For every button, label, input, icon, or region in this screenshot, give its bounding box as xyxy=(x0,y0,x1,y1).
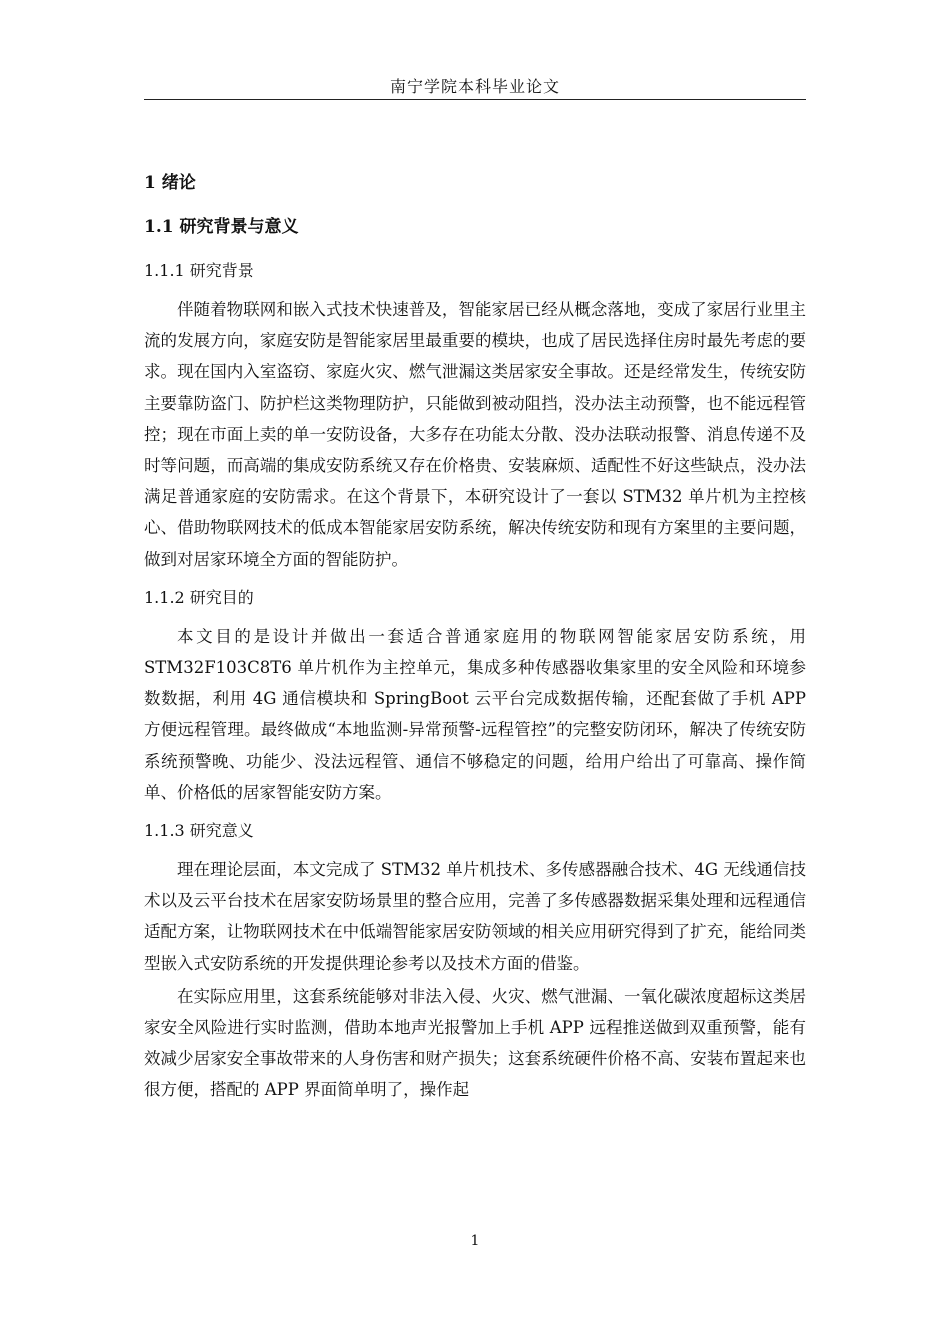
chapter-title: 1 绪论 xyxy=(144,173,196,193)
running-header: 南宁学院本科毕业论文 xyxy=(389,77,560,96)
header-rule xyxy=(144,99,806,100)
paragraph-significance-theory: 理在理论层面，本文完成了 STM32 单片机技术、多传感器融合技术、4G 无线通信技术以及云平台技术在居家安防场景里的整合应用，完善了多传感器数据采集处理和远程通信适配方案，让物联网技术在中低端智能家居安防领域的相关应用研究得到了扩充，能给同类型嵌入式安防系统的开发提供理论参考以及技术方面的借鉴。 xyxy=(144,860,806,973)
paragraph-background: 伴随着物联网和嵌入式技术快速普及，智能家居已经从概念落地，变成了家居行业里主流的发展方向，家庭安防是智能家居里最重要的模块，也成了居民选择住房时最先考虑的要求。现在国内入室盗窃、家庭火灾、燃气泄漏这类居家安全事故。还是经常发生，传统安防主要靠防盗门、防护栏这类物理防护，只能做到被动阻挡，没办法主动预警，也不能远程管控；现在市面上卖的单一安防设备，大多存在功能太分散、没办法联动报警、消息传递不及时等问题，而高端的集成安防系统又存在价格贵、安装麻烦、适配性不好这些缺点，没办法满足普通家庭的安防需求。在这个背景下，本研究设计了一套以 STM32 单片机为主控核心、借助物联网技术的低成本智能家居安防系统，解决传统安防和现有方案里的主要问题，做到对居家环境全方面的智能防护。 xyxy=(144,300,806,569)
subsection-title-significance: 1.1.3 研究意义 xyxy=(144,821,254,841)
body-content xyxy=(144,168,806,1114)
page-number: 1 xyxy=(470,1233,480,1249)
paragraph-significance-practice: 在实际应用里，这套系统能够对非法入侵、火灾、燃气泄漏、一氧化碳浓度超标这类居家安全风险进行实时监测，借助本地声光报警加上手机 APP 远程推送做到双重预警，能有效减少居家安全事故带来的人身伤害和财产损失；这套系统硬件价格不高、安装布置起来也很方便，搭配的 APP 界面简单明了，操作起 xyxy=(144,986,806,1100)
subsection-title-purpose: 1.1.2 研究目的 xyxy=(144,587,254,607)
section-title: 1.1 研究背景与意义 xyxy=(144,217,299,237)
paragraph-purpose: 本文目的是设计并做出一套适合普通家庭用的物联网智能家居安防系统，用 STM32F103C8T6 单片机作为主控单元，集成多种传感器收集家里的安全风险和环境参数数据，利用 4G 通信模块和 SpringBoot 云平台完成数据传输，还配套做了手机 APP 方便远程管理。最终做成“本地监测-异常预警-远程管控”的完整安防闭环，解决了传统安防系统预警晚、功能少、没法远程管、通信不够稳定的问题，给用户给出了可靠高、操作简单、价格低的居家智能安防方案。 xyxy=(144,626,806,802)
subsection-title-background: 1.1.1 研究背景 xyxy=(144,261,254,280)
